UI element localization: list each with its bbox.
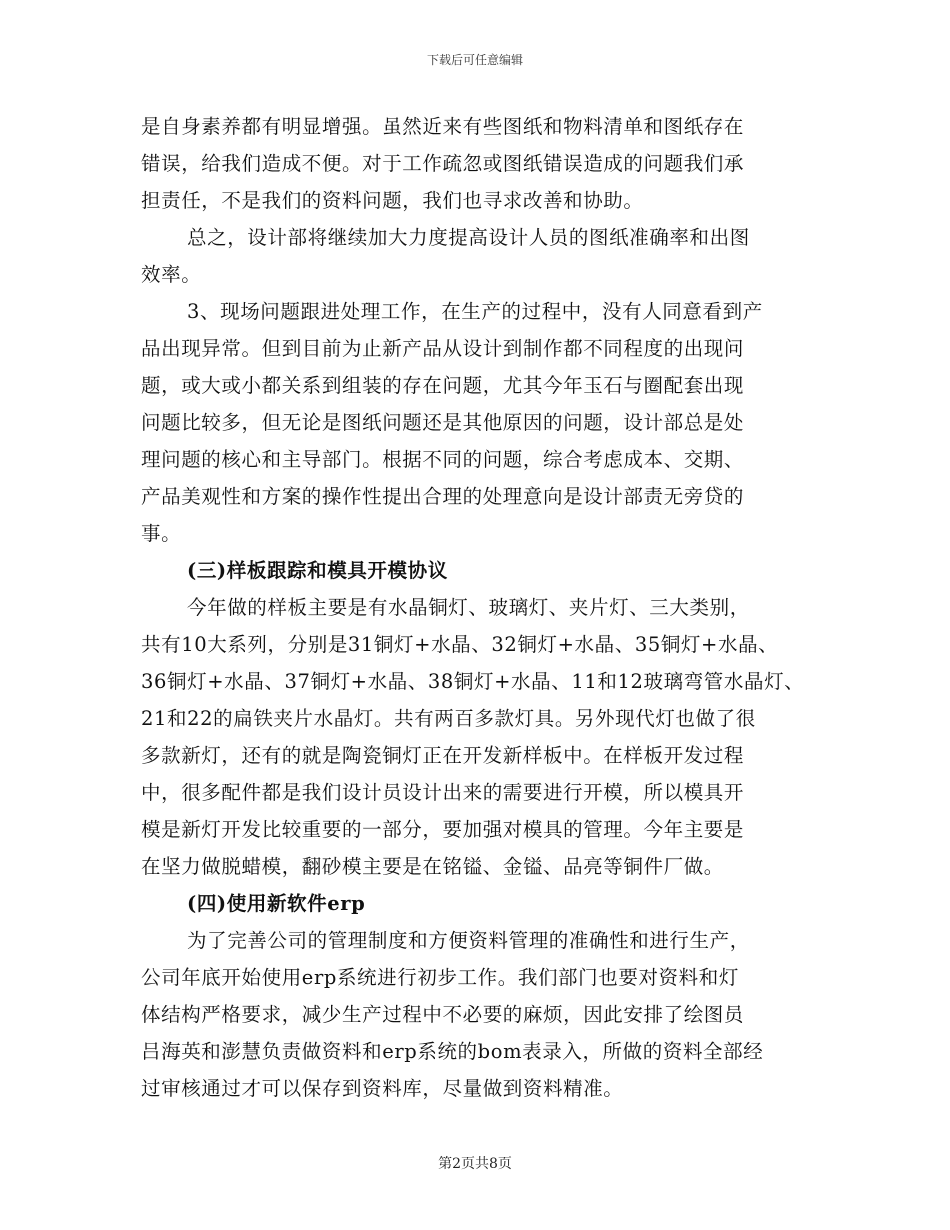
text-line: 共有10大系列，分别是31铜灯+水晶、32铜灯+水晶、35铜灯+水晶、 [141,633,779,656]
text-line: 题，或大或小都关系到组装的存在问题，尤其今年玉石与圈配套出现 [141,374,745,397]
text-line: 36铜灯+水晶、37铜灯+水晶、38铜灯+水晶、11和12玻璃弯管水晶灯、 [141,670,805,693]
page-footer: 第2页共8页 [438,1156,512,1172]
text-line: 品出现异常。但到目前为止新产品从设计到制作都不同程度的出现问 [141,337,745,360]
text-line: 理问题的核心和主导部门。根据不同的问题，综合考虑成本、交期、 [141,448,745,471]
document-body [141,108,821,1107]
text-line: 问题比较多，但无论是图纸问题还是其他原因的问题，设计部总是处 [141,411,745,434]
paragraph-first-line: 为了完善公司的管理制度和方便资料管理的准确性和进行生产， [187,929,750,952]
text-line: 模是新灯开发比较重要的一部分，要加强对模具的管理。今年主要是 [141,818,745,841]
text-line: 事。 [141,522,182,545]
text-line: 产品美观性和方案的操作性提出合理的处理意向是设计部责无旁贷的 [141,485,745,508]
text-line: 效率。 [141,263,202,286]
text-line: 是自身素养都有明显增强。虽然近来有些图纸和物料清单和图纸存在 [141,115,745,138]
text-line: 中，很多配件都是我们设计员设计出来的需要进行开模，所以模具开 [141,781,745,804]
page-header: 下载后可任意编辑 [426,53,523,67]
section-heading-erp: (四)使用新软件erp [187,892,366,915]
paragraph-first-line: 3、现场问题跟进处理工作，在生产的过程中，没有人同意看到产 [187,300,763,323]
text-line: 担责任，不是我们的资料问题，我们也寻求改善和协助。 [141,189,644,212]
text-line: 体结构严格要求，减少生产过程中不必要的麻烦，因此安排了绘图员 [141,1003,745,1026]
text-line: 错误，给我们造成不便。对于工作疏忽或图纸错误造成的问题我们承 [141,152,745,175]
text-line: 吕海英和澎慧负责做资料和erp系统的bom表录入，所做的资料全部经 [141,1040,764,1063]
text-line: 过审核通过才可以保存到资料库，尽量做到资料精准。 [141,1077,624,1100]
paragraph-first-line: 今年做的样板主要是有水晶铜灯、玻璃灯、夹片灯、三大类别， [187,596,750,619]
text-line: 21和22的扁铁夹片水晶灯。共有两百多款灯具。另外现代灯也做了很 [141,707,756,730]
text-line: 多款新灯，还有的就是陶瓷铜灯正在开发新样板中。在样板开发过程 [141,744,745,767]
text-line: 在坚力做脱蜡模，翻砂模主要是在铭镒、金镒、品亮等铜件厂做。 [141,855,724,878]
paragraph-first-line: 总之，设计部将继续加大力度提高设计人员的图纸准确率和出图 [187,226,750,249]
section-heading-samples: (三)样板跟踪和模具开模协议 [187,559,448,582]
text-line: 公司年底开始使用erp系统进行初步工作。我们部门也要对资料和灯 [141,966,739,989]
